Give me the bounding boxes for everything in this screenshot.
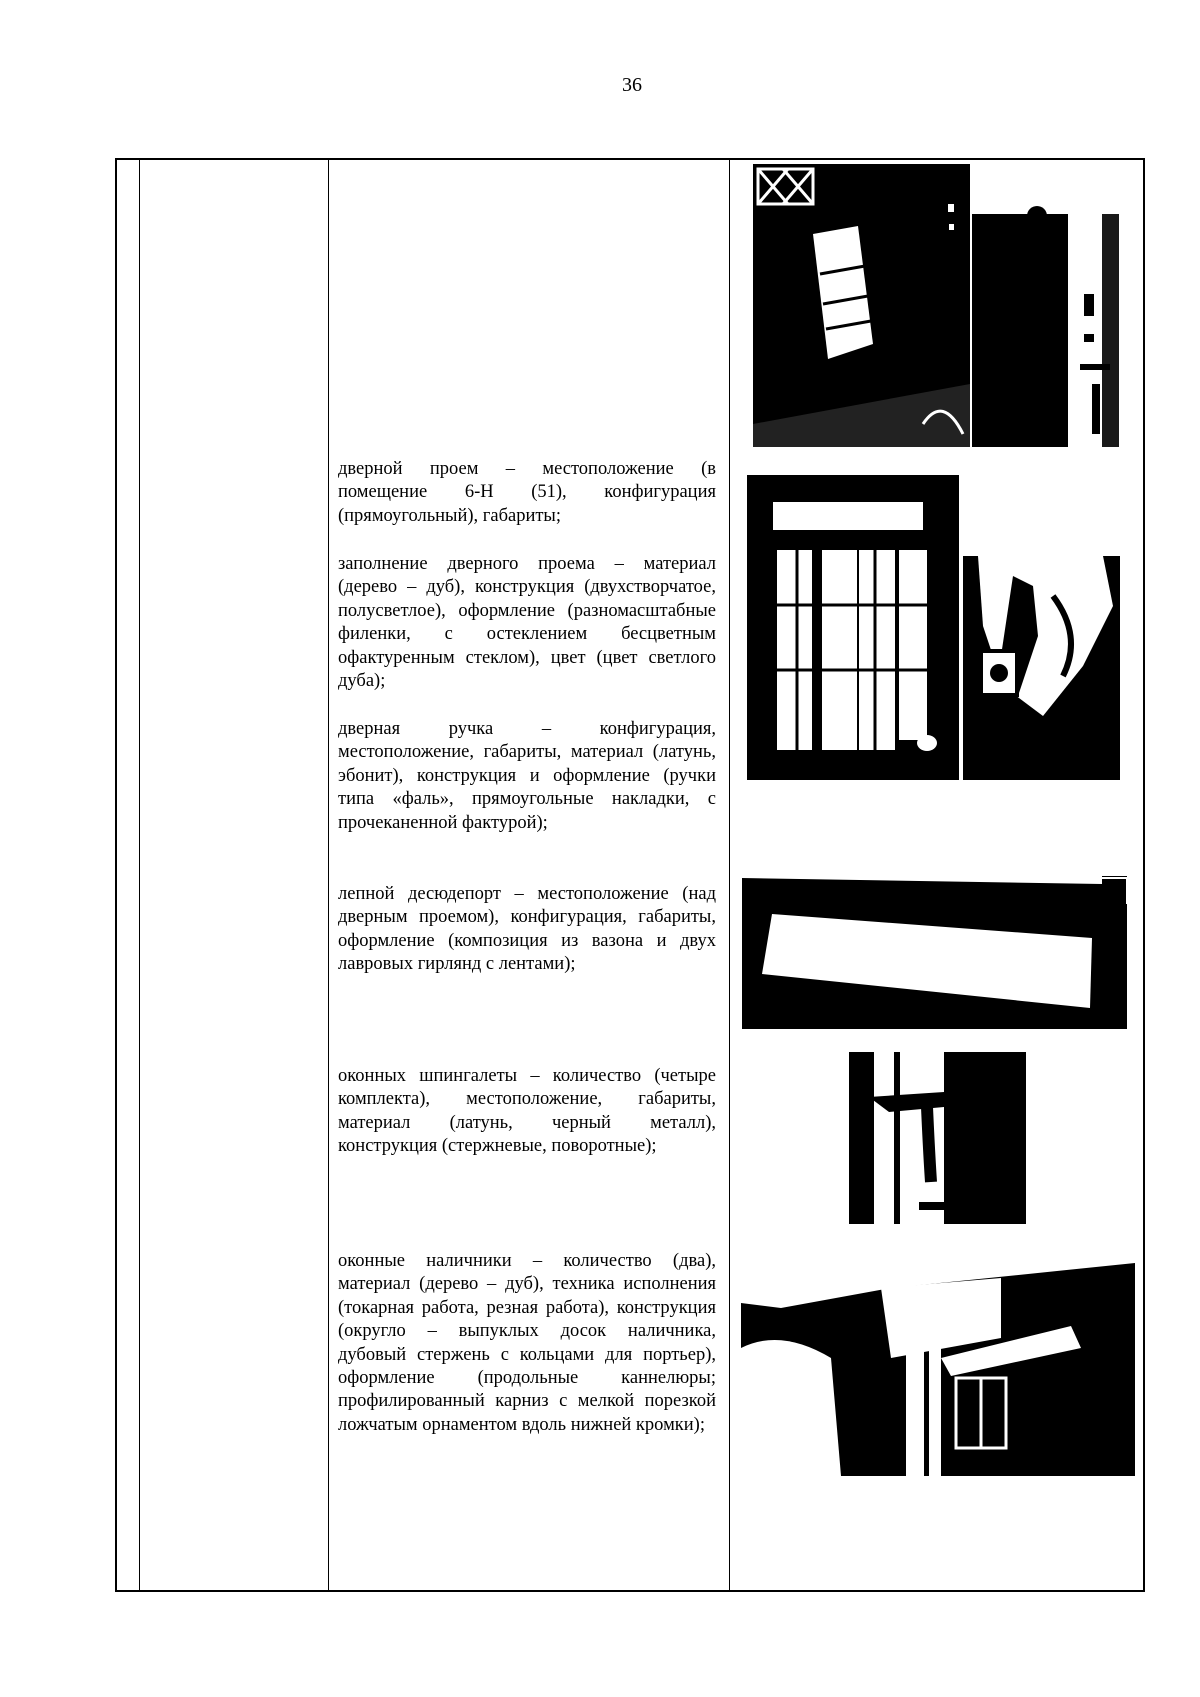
photo-door-handle [963, 556, 1120, 780]
photo-desudeport [742, 876, 1135, 1029]
item-door-opening: дверной проем – местоположение (в помещение 6-Н (51), конфигурация (прямоугольный), габариты; [338, 459, 716, 526]
page-number: 36 [622, 74, 642, 96]
photo-door-side [972, 204, 1119, 447]
column-divider [139, 160, 140, 1590]
item-door-filling: заполнение дверного проема – материал (дерево – дуб), конструкция (двухстворчатое, полусветлое), оформление (разномасштабные филенки, с остеклением бесцветным офактуренным стеклом), цвет (цвет светлого дуба); [338, 554, 716, 692]
item-window-latches: оконных шпингалеты – количество (четыре комплекта), местоположение, габариты, материал (латунь, черный металл), конструкция (стержневые, поворотные); [338, 1066, 716, 1157]
photo-window-casing [741, 1248, 1135, 1476]
item-desudeport: лепной десюдепорт – местоположение (над дверным проемом), конфигурация, габариты, оформление (композиция из вазона и двух лавровых гирлянд с лентами); [338, 884, 716, 975]
column-divider [328, 160, 329, 1590]
item-door-handle: дверная ручка – конфигурация, местоположение, габариты, материал (латунь, эбонит), конструкция и оформление (ручки типа «фаль», прямоугольные накладки, с прочеканенной фактурой); [338, 719, 716, 833]
photo-door-exterior [753, 164, 970, 447]
column-divider [729, 160, 730, 1590]
photo-window-latch [849, 1052, 1026, 1224]
item-window-casings: оконные наличники – количество (два), материал (дерево – дуб), техника исполнения (токарная работа, резная работа), конструкция (округло – выпуклых досок наличника, дубовый стержень с кольцами для портьер), оформление (продольные каннелюры; профилированный карниз с мелкой порезкой ложчатым орнаментом вдоль нижней кромки); [338, 1251, 716, 1435]
photo-door-filling [747, 475, 959, 780]
